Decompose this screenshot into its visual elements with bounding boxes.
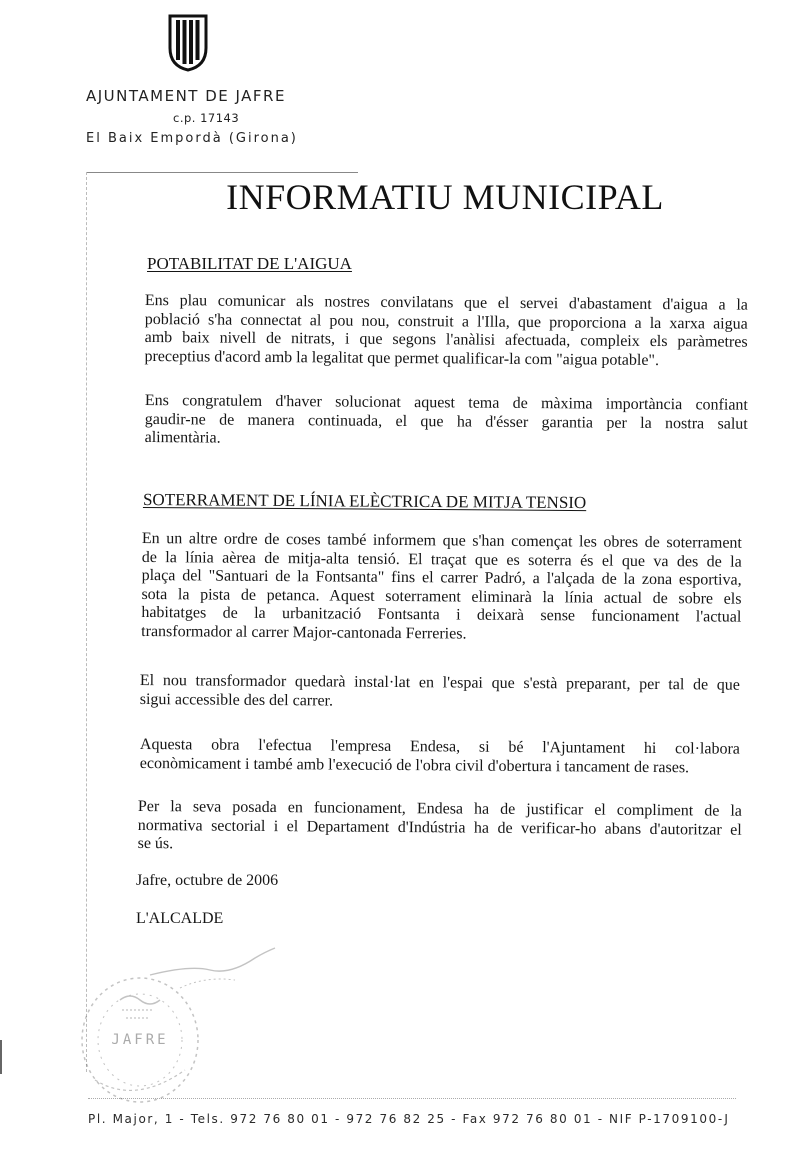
frame-top-rule xyxy=(86,172,358,173)
scan-edge-mark xyxy=(0,1040,2,1074)
text-line: sota la pista de petanca. Aquest soterrament eliminarà la línia actual de sobre els xyxy=(141,585,742,608)
paragraph-water-potability xyxy=(144,292,748,371)
place-and-date: Jafre, octubre de 2006 xyxy=(136,872,279,889)
text-line: plaça del "Santuari de la Fontsanta" fins el carrer Padró, a l'alçada de la zona esportiva, xyxy=(141,566,742,589)
text-line: població s'ha connectat al pou nou, construit a l'Illa, que proporciona a la xarxa aigua xyxy=(144,310,748,333)
municipal-seal-stamp-icon xyxy=(60,930,310,1110)
footer-contact: Pl. Major, 1 - Tels. 972 76 80 01 - 972 76 82 25 - Fax 972 76 80 01 - NIF P-1709100-J xyxy=(88,1112,730,1126)
text-line: se ús. xyxy=(137,834,174,853)
text-line: Ens plau comunicar als nostres convilatans que el servei d'abastament d'aigua a la xyxy=(144,292,748,314)
text-line: Per la seva posada en funcionament, Endesa ha de justificar el compliment de la xyxy=(137,798,742,820)
text-line: habitatges de la urbanització Fontsanta i deixarà sense funcionament l'actual xyxy=(141,603,742,626)
region-name: El Baix Empordà (Girona) xyxy=(86,131,298,146)
stamp-text: JAFRE xyxy=(111,1032,169,1048)
postal-code: c.p. 17143 xyxy=(173,111,240,125)
section-heading-water: POTABILITAT DE L'AIGUA xyxy=(147,254,352,273)
document-title xyxy=(0,176,800,218)
text-line: En un altre ordre de coses també informem que s'han començat les obres de soterrament xyxy=(141,530,742,552)
paragraph-congratulations xyxy=(145,392,748,452)
catalan-coat-of-arms-icon xyxy=(166,14,210,72)
text-line: El nou transformador quedarà instal·lat en l'espai que s'està preparant, per tal de que xyxy=(139,672,740,694)
text-line: Ens congratulem d'haver solucionat aquest tema de màxima importància confiant xyxy=(144,392,748,414)
section-heading-power-line: SOTERRAMENT DE LÍNIA ELÈCTRICA DE MITJA TENSIO xyxy=(142,490,587,513)
document-title-text: INFORMATIU MUNICIPAL xyxy=(226,177,664,217)
text-line: transformador al carrer Major-cantonada Ferreries. xyxy=(141,622,467,643)
text-line: preceptius d'acord amb la legalitat que permet qualificar-la com "aigua potable". xyxy=(144,347,660,369)
text-line: sigui accessible des del carrer. xyxy=(139,690,334,710)
text-line: de la línia aèrea de mitja-alta tensió. El traçat que es soterra és el que va des de la xyxy=(141,548,742,571)
paragraph-commissioning xyxy=(138,798,742,858)
text-line: gaudir-ne de manera continuada, el que ha d'ésser garantia per la nostra salut xyxy=(144,410,748,433)
paragraph-new-transformer xyxy=(140,672,740,714)
text-line: alimentària. xyxy=(144,428,221,447)
paragraph-underground-works xyxy=(141,530,742,646)
text-line: normativa sectorial i el Departament d'Indústria ha de verificar-ho abans d'autoritzar el xyxy=(137,816,742,839)
text-line: Aquesta obra l'efectua l'empresa Endesa, si bé l'Ajuntament hi col·labora xyxy=(139,736,740,758)
municipality-name: AJUNTAMENT DE JAFRE xyxy=(86,87,286,105)
text-line: econòmicament i també amb l'execució de l'obra civil d'obertura i tancament de rases. xyxy=(139,754,690,776)
text-line: amb baix nivell de nitrats, i que segons l'anàlisi afectuada, compleix els paràmetres xyxy=(144,328,748,351)
paragraph-endesa-works xyxy=(140,736,740,778)
signatory-title: L'ALCALDE xyxy=(136,910,224,927)
